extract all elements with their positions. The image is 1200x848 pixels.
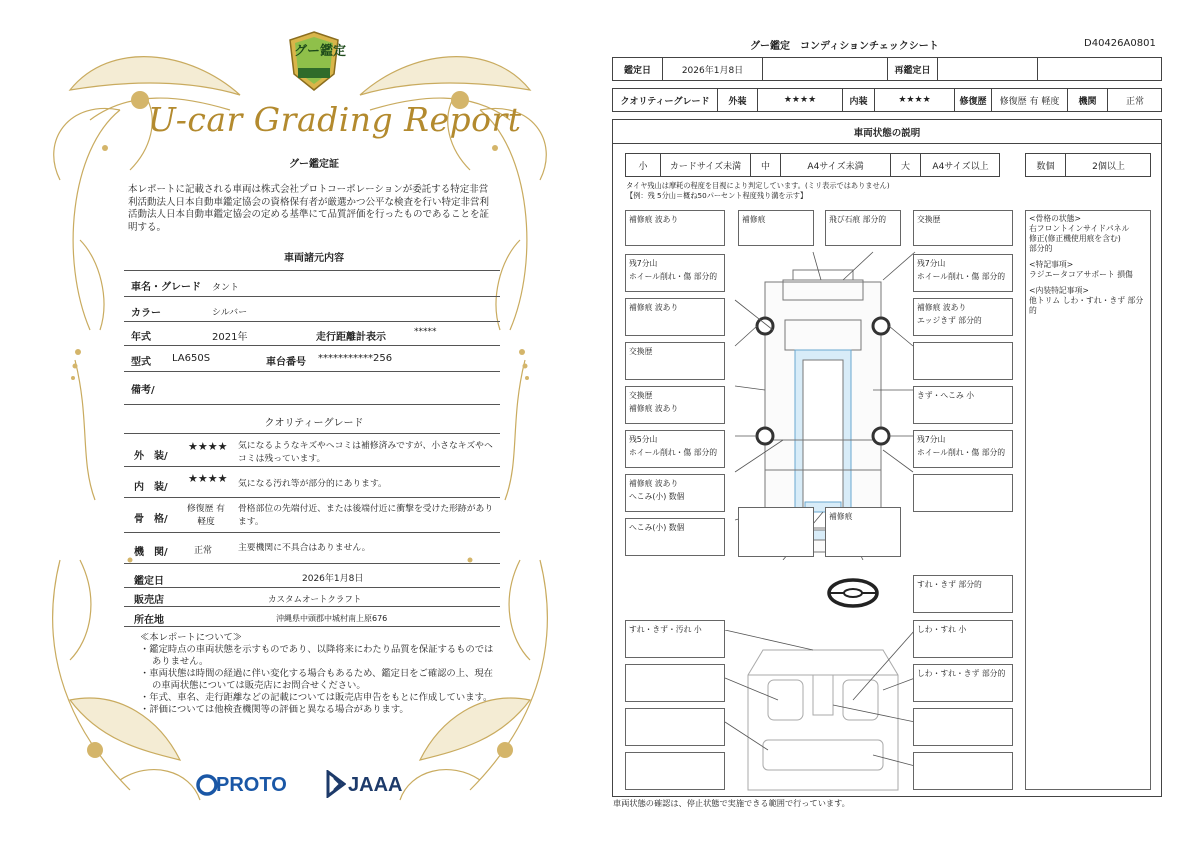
grade-interior-desc: 気になる汚れ等が部分的にあります。	[238, 479, 387, 489]
special-notes-panel	[1025, 210, 1151, 790]
grade-exterior-desc: 気になるようなキズやヘコミは補修済みですが、小さなキズやヘコミは残っています。	[238, 441, 493, 464]
shop-value: カスタムオートクラフト	[268, 595, 362, 605]
divider	[124, 606, 500, 607]
engine-value: 正常	[1125, 96, 1144, 107]
color-value: シルバー	[212, 308, 248, 318]
car-name-label: 車名・グレード	[131, 282, 201, 293]
grade-engine-label: 機 関/	[134, 547, 168, 558]
tire-note: タイヤ残山は摩耗の程度を目視により判定しています。(ミリ表示ではありません)	[626, 181, 890, 190]
exterior-note-box: きず・へこみ 小	[913, 386, 1013, 424]
size-large-desc: A4サイズ以上	[932, 161, 989, 172]
exterior-note-box: 補修痕 波あり	[625, 298, 725, 336]
repair-history-value: 修復歴 有 軽度	[992, 89, 1068, 111]
exterior-note-box: 交換歴	[625, 342, 725, 380]
condition-section-title: 車両状態の説明	[613, 120, 1161, 144]
inspection-date-value: 2026年1月8日	[302, 574, 364, 584]
size-legend	[625, 153, 1000, 177]
frame-note: 右フロントインサイドパネル	[1029, 224, 1130, 233]
divider	[124, 626, 500, 627]
divider	[124, 296, 500, 297]
remarks-label: 備考/	[131, 385, 155, 396]
tire-note-box: 残5分山 ホイール削れ・傷 部分的	[625, 430, 725, 468]
condition-check-sheet	[600, 0, 1200, 848]
steering-wheel-icon	[823, 575, 883, 611]
count-legend	[1025, 153, 1151, 177]
exterior-note-box: 補修痕 波あり	[625, 210, 725, 246]
exterior-note-box: へこみ(小) 数個	[625, 518, 725, 556]
grade-exterior-stars: ★★★★	[188, 440, 228, 453]
tire-note-box: 残7分山 ホイール削れ・傷 部分的	[625, 254, 725, 292]
exterior-note-box	[913, 342, 1013, 380]
interior-note-box	[625, 708, 725, 746]
sheet-footer: 車両状態の確認は、停止状態で実施できる範囲で行っています。	[613, 798, 850, 808]
year-label: 年式	[131, 332, 151, 343]
shop-label: 販売店	[134, 595, 164, 606]
exterior-note-box	[913, 474, 1013, 512]
color-label: カラー	[131, 308, 161, 319]
size-small-label: 小	[626, 154, 661, 176]
inspection-date-label: 鑑定日	[613, 58, 663, 80]
divider	[124, 497, 500, 498]
size-small-desc: カードサイズ未満	[661, 154, 751, 176]
divider	[124, 345, 500, 346]
grade-engine-desc: 主要機関に不具合はありません。	[238, 543, 371, 553]
tire-example-note: 【例：残 5分山＝概ね50パーセント程度残り溝を示す】	[626, 191, 808, 200]
certificate-subtitle: グー鑑定証	[289, 159, 339, 170]
quality-grade-label: クオリティーグレード	[613, 89, 718, 111]
divider	[124, 466, 500, 467]
report-title: U-car Grading Report	[148, 100, 522, 139]
grade-exterior-label: 外 装/	[134, 451, 168, 462]
divider	[124, 433, 500, 434]
model-label: 型式	[131, 357, 151, 368]
jaaa-logo-icon	[326, 770, 346, 798]
side-notes	[1029, 214, 1150, 316]
grade-interior-stars: ★★★★	[188, 472, 228, 485]
empty-cell	[763, 58, 888, 80]
interior-label: 内装	[843, 89, 875, 111]
exterior-note-box: 補修痕 波あり エッジきず 部分的	[913, 298, 1013, 336]
mileage-value: *****	[414, 327, 437, 337]
exterior-note-box	[738, 507, 814, 557]
size-medium-desc: A4サイズ未満	[781, 154, 891, 176]
divider	[124, 371, 500, 372]
interior-note-box: すれ・きず 部分的	[913, 575, 1013, 613]
grade-engine-value: 正常	[194, 546, 213, 556]
divider	[124, 270, 500, 271]
engine-label: 機関	[1068, 89, 1108, 111]
jaaa-logo: JAAA	[348, 774, 403, 796]
interior-note-box: すれ・きず・汚れ 小	[625, 620, 725, 658]
reinspection-date-label: 再鑑定日	[888, 58, 938, 80]
quality-section-title: クオリティーグレード	[264, 418, 364, 429]
exterior-stars: ★★★★	[758, 89, 843, 111]
vehicle-condition-panel	[612, 119, 1162, 797]
repair-history-label: 修復歴	[955, 89, 992, 111]
divider	[124, 404, 500, 405]
interior-note-box: しわ・すれ 小	[913, 620, 1013, 658]
interior-note-box: しわ・すれ・きず 部分的	[913, 664, 1013, 702]
date-row	[612, 57, 1162, 81]
note-item: ・年式、車名、走行距離などの記載については販売店申告をもとに作成しています。	[140, 692, 493, 703]
interior-note-box	[913, 752, 1013, 790]
year-value: 2021年	[212, 332, 248, 343]
certificate-intro: 本レポートに記載される車両は株式会社プロトコーポレーションが委託する特定非営利活動法人日本自動車鑑定協会の資格保有者が厳選かつ公平な検査を行い特定非営利活動法人日本自動車鑑定協会の定める基準にて品質評価を行ったものであることを証明する。	[128, 184, 490, 233]
tire-note-box: 残7分山 ホイール削れ・傷 部分的	[913, 254, 1013, 292]
interior-car-diagram	[723, 630, 923, 800]
special-note: ラジエータコアサポート 損傷	[1029, 270, 1133, 279]
exterior-note-box: 交換歴	[913, 210, 1013, 246]
address-value: 沖縄県中頭郡中城村南上原676	[276, 614, 388, 623]
count-label: 数個	[1026, 154, 1066, 176]
inspection-date-label: 鑑定日	[134, 576, 164, 587]
exterior-note-box: 交換歴 補修痕 波あり	[625, 386, 725, 424]
grade-frame-value: 修復歴 有 軽度	[187, 504, 225, 527]
notes-title: ≪本レポートについて≫	[140, 632, 243, 643]
mileage-label: 走行距離計表示	[316, 332, 386, 343]
exterior-note-box: 補修痕	[738, 210, 814, 246]
exterior-label: 外装	[718, 89, 758, 111]
interior-note-box	[913, 708, 1013, 746]
document-id: D40426A0801	[1084, 38, 1156, 49]
interior-note: 他トリム しわ・すれ・きず 部分的	[1029, 296, 1144, 315]
chassis-value: ***********256	[318, 353, 393, 364]
badge-text: グー鑑定	[294, 44, 347, 59]
exterior-note-box: 補修痕 波あり へこみ(小) 数個	[625, 474, 725, 512]
frame-heading: <骨格の状態>	[1029, 214, 1082, 223]
proto-logo: PROTO	[216, 774, 287, 796]
exterior-note-box: 飛び石痕 部分的	[825, 210, 901, 246]
note-item: ・鑑定時点の車両状態を示すものであり、以降将来にわたり品質を保証するものではありません。	[140, 644, 494, 667]
model-value: LA650S	[172, 353, 211, 364]
size-large-label: 大	[891, 154, 921, 176]
grade-interior-label: 内 装/	[134, 482, 168, 493]
special-heading: <特記事項>	[1029, 260, 1074, 269]
sheet-title: グー鑑定 コンディションチェックシート	[750, 41, 939, 52]
interior-heading: <内装特記事項>	[1029, 286, 1089, 295]
frame-note: 修正(修正機使用痕を含む)	[1029, 234, 1121, 243]
divider	[124, 321, 500, 322]
quality-grade-row	[612, 88, 1162, 112]
report-notes	[140, 632, 496, 716]
count-desc: 2個以上	[1092, 161, 1125, 172]
divider	[124, 563, 500, 564]
car-name-value: タント	[212, 283, 240, 293]
interior-stars: ★★★★	[875, 89, 955, 111]
grade-frame-desc: 骨格部位の先端付近、または後端付近に衝撃を受けた形跡があります。	[238, 504, 494, 527]
size-medium-label: 中	[751, 154, 781, 176]
inspection-date-value: 2026年1月8日	[663, 58, 763, 80]
spec-section-title: 車両諸元内容	[284, 253, 344, 264]
frame-note: 部分的	[1029, 244, 1053, 253]
chassis-label: 車台番号	[266, 357, 306, 368]
note-item: ・車両状態は時間の経過に伴い変化する場合もあるため、鑑定日をご確認の上、現在の車両状態については販売店にお問合せください。	[140, 668, 493, 691]
address-label: 所在地	[134, 615, 164, 626]
divider	[124, 532, 500, 533]
tire-note-box: 残7分山 ホイール削れ・傷 部分的	[913, 430, 1013, 468]
interior-note-box	[625, 752, 725, 790]
note-item: ・評価については他検査機関等の評価と異なる場合があります。	[140, 704, 409, 715]
exterior-note-box: 補修痕	[825, 507, 901, 557]
grade-frame-label: 骨 格/	[134, 514, 168, 525]
interior-note-box	[625, 664, 725, 702]
proto-logo-icon	[196, 774, 218, 796]
divider	[124, 587, 500, 588]
reinspection-date-value	[938, 58, 1038, 80]
